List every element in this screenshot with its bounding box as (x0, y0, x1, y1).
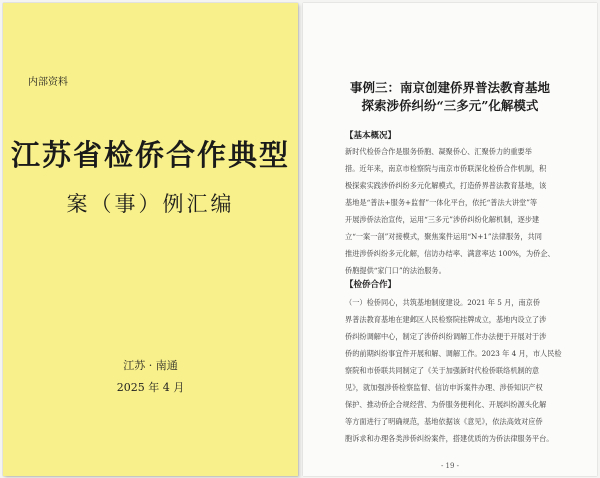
paragraph-line: 极探索实践涉侨纠纷多元化解模式，打造侨界普法教育基地，该 (345, 181, 547, 190)
section-heading-overview: 【基本概况】 (345, 131, 397, 141)
cooperation-paragraph (345, 294, 577, 447)
document-page (303, 3, 597, 476)
case-title-line-2: 探索涉侨纠纷“三多元”化解模式 (361, 98, 539, 113)
paragraph-line: 侨胞提供“家门口”的法治服务。 (345, 266, 446, 275)
paragraph-line: 侨纠纷调解中心，制定了涉侨纠纷调解工作办法便于开展对于涉 (345, 332, 547, 341)
cover-place: 江苏 · 南通 (123, 359, 178, 372)
cover-title: 江苏省检侨合作典型 (10, 138, 290, 172)
cover-subtitle: 案（事）例汇编 (66, 192, 235, 216)
paragraph-line: 基地是“普法+服务+监督”一体化平台，依托“普法大讲堂”等 (345, 198, 538, 207)
paragraph-line: 界普法教育基地在建邺区人民检察院挂牌成立，基地内设立了涉 (345, 315, 547, 324)
cover-page (3, 3, 298, 476)
paragraph-line: 开展涉侨法治宣传，运用“三多元”涉侨纠纷化解机制，逐步建 (345, 215, 540, 224)
section-heading-cooperation: 【检侨合作】 (345, 280, 397, 290)
paragraph-line: 等方面进行了明确规范，基地依据该《意见》，依法高效对应侨 (345, 417, 543, 426)
paragraph-line: 察院和市侨联共同制定了《关于加强新时代检侨联络机制的意 (345, 366, 540, 375)
paragraph-line: 立“一案一剖”对接模式，聚焦案件运用“N+1”法律服务，共同 (345, 232, 542, 241)
paragraph-line: 保护、推动侨企合规经营、为侨服务便利化、开展纠纷源头化解 (345, 400, 547, 409)
paragraph-line: 侨的前期纠纷事宜件开展和解、调解工作。2023 年 4 月，市人民检 (345, 349, 562, 358)
internal-material-label: 内部资料 (28, 77, 68, 88)
paragraph-line: 见》，就加强涉侨检察监督、信访申诉案件办理、涉侨知识产权 (345, 383, 543, 392)
paragraph-line: 措。近年来，南京市检察院与南京市侨联深化检侨合作机制，积 (345, 164, 547, 173)
paragraph-line: （一）检侨同心，共筑基地制度建设。2021 年 5 月，南京侨 (345, 298, 541, 307)
case-title-line-1: 事例三：南京创建侨界普法教育基地 (349, 80, 550, 95)
paragraph-line: 推进涉侨纠纷多元化解，信访办结率、满意率达 100%，为侨企、 (345, 249, 555, 258)
paragraph-line: 胞诉求和办理各类涉侨纠纷案件，搭建优质的为侨法律服务平台。 (345, 434, 554, 443)
overview-paragraph (345, 143, 577, 279)
paragraph-line: 新时代检侨合作是服务侨胞、凝聚侨心、汇聚侨力的重要举 (345, 147, 532, 156)
cover-date: 2025 年 4 月 (116, 381, 185, 394)
page-number: - 19 - (440, 462, 460, 470)
